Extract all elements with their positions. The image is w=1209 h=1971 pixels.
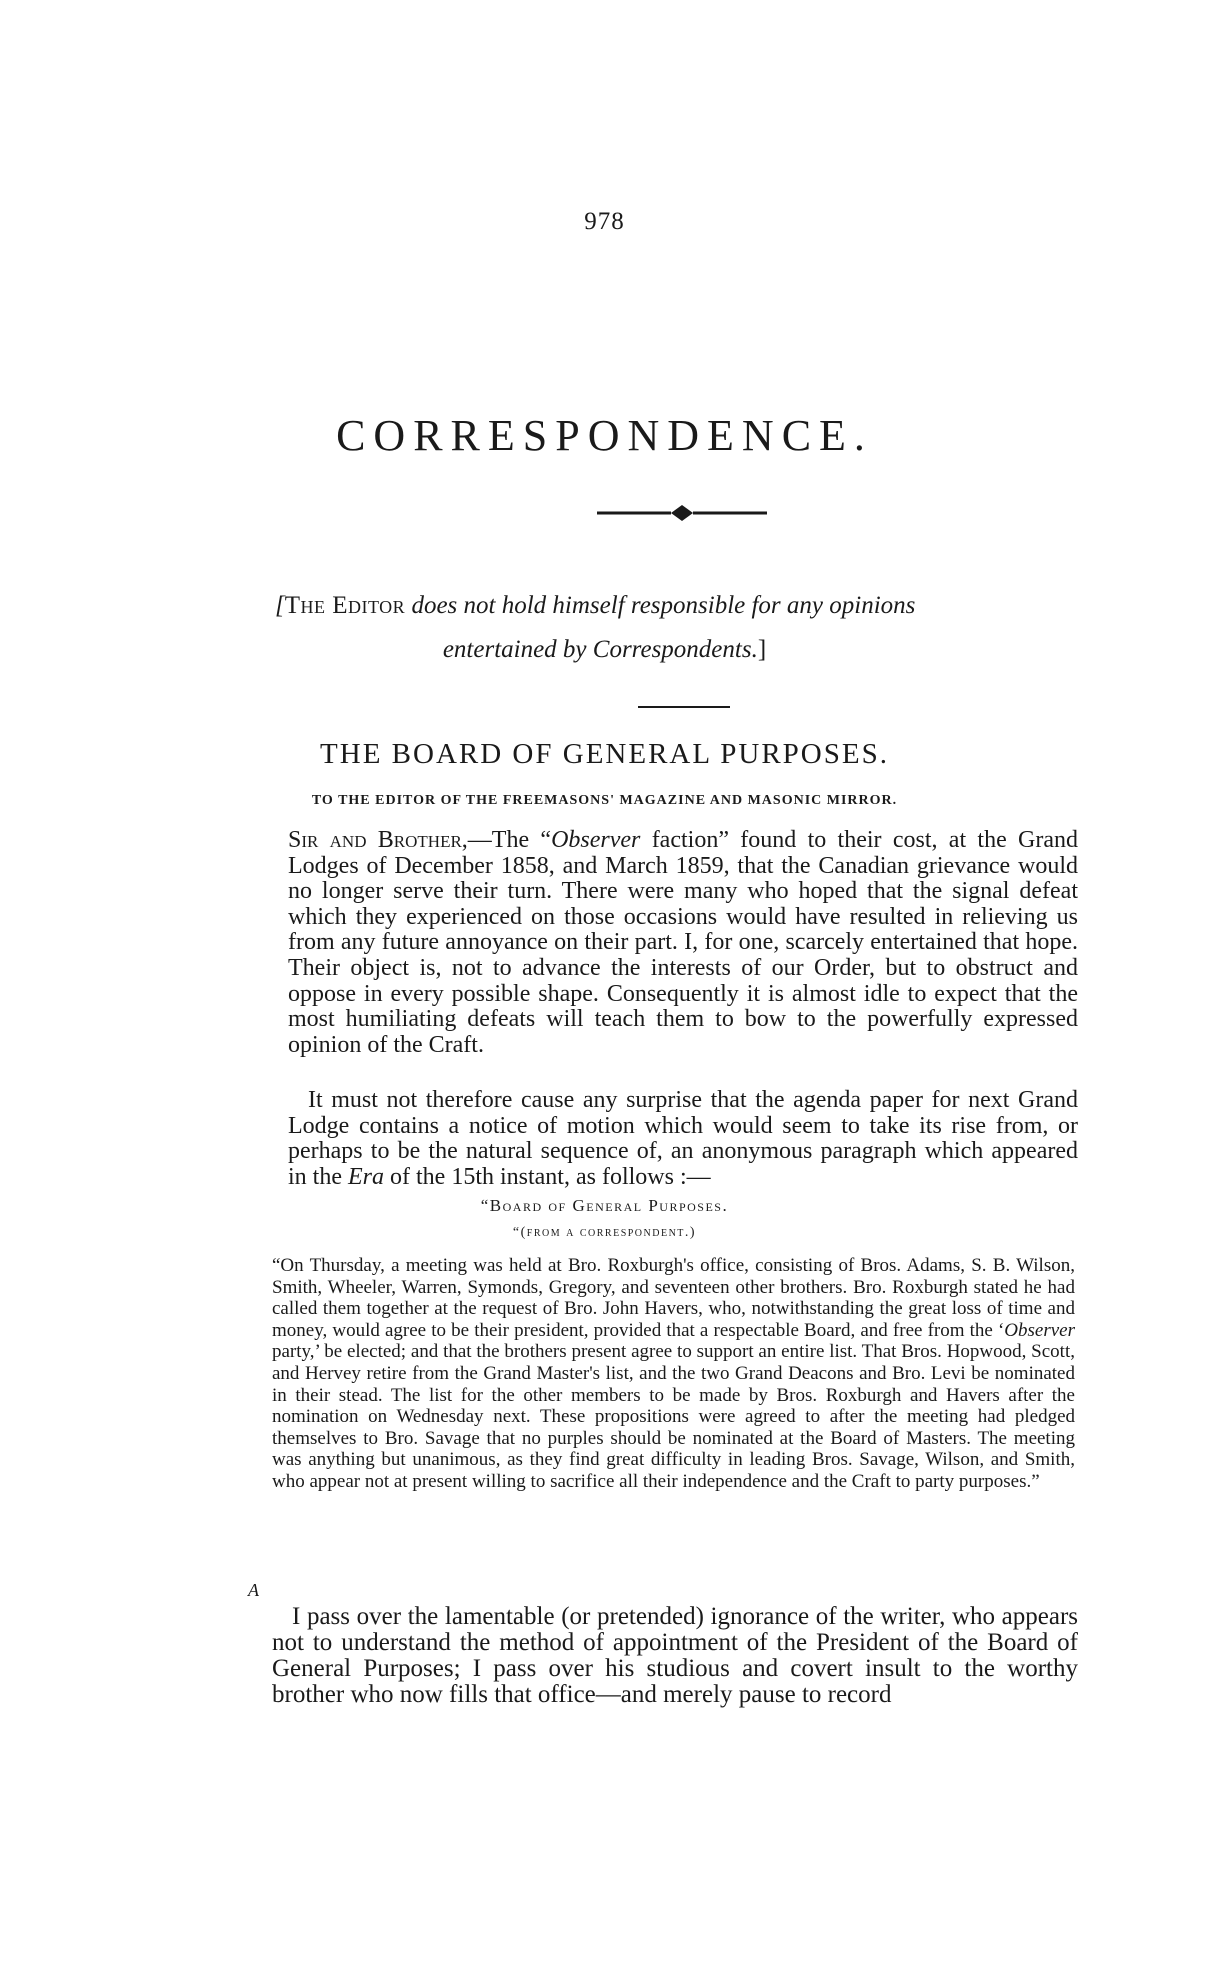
article-title: THE BOARD OF GENERAL PURPOSES. xyxy=(320,738,889,770)
salutation: Sir and Brother, xyxy=(288,827,468,853)
disclaimer-text-2: entertained by Correspondents. xyxy=(442,636,758,663)
paragraph-3 xyxy=(272,1604,1078,1708)
short-rule xyxy=(638,706,730,708)
paragraph-1-text-a: —The “ xyxy=(467,827,552,853)
paragraph-1 xyxy=(288,828,1078,1058)
quote-text-b: party,’ be elected; and that the brothers present agree to support an entire list. That Bros. Hopwood, Scott, and Hervey retire from the Grand Master's list, and the two Grand Deacons and Bro. Levi be nominated in their stead. The list for the other members to be made by Bros. Roxburgh and Havers after the nomination on Wednesday next. These propositions were agreed to after the meeting had pledged themselves to Bro. Savage that no purples should be nominated at the Board of Masters. The meeting was anything but unanimous, as they find great difficulty in leading Bros. Savage, Wilson, and Smith, who appear not at present willing to sacrifice all their independence and the Craft to party purposes.” xyxy=(272,1341,1075,1492)
paragraph-1-italic: Observer xyxy=(551,827,641,853)
page-number: 978 xyxy=(584,208,625,235)
quote-text-a: “On Thursday, a meeting was held at Bro. Roxburgh's office, consisting of Bros. Adams, S. B. Wilson, Smith, Wheeler, Warren, Symonds, Gregory, and seventeen other brothers. Bro. Roxburgh stated he had called them together at the request of Bro. John Havers, who, notwithstanding the great loss of time and money, would agree to be their president, provided that a respectable Board, and free from the ‘ xyxy=(272,1255,1075,1341)
bracket-close: ] xyxy=(757,636,767,663)
disclaimer-line-1 xyxy=(275,592,1075,620)
article-address: TO THE EDITOR OF THE FREEMASONS' MAGAZINE AND MASONIC MIRROR. xyxy=(311,793,898,808)
paragraph-2-text-b: of the 15th instant, as follows :— xyxy=(384,1163,711,1190)
section-title: CORRESPONDENCE. xyxy=(336,411,873,460)
paragraph-2-text-a: It must not therefore cause any surprise that the agenda paper for next Grand Lodge contains a notice of motion which would seem to take its rise from, or perhaps to be the natural sequence of, an anonymous paragraph which appeared in the xyxy=(288,1087,1078,1190)
quote-heading: “Board of General Purposes. xyxy=(480,1196,729,1215)
paragraph-1-text-b: faction” found to their cost, at the Grand Lodges of December 1858, and March 1859, that the Canadian grievance would no longer serve their turn. There were many who hoped that the signal defeat which they experienced on those occasions would have resulted in relieving us from any future annoyance on their part. I, for one, scarcely entertained that hope. Their object is, not to advance the interests of our Order, but to obstruct and oppose in every possible shape. Consequently it is almost idle to expect that the most humiliating defeats will teach them to bow to the powerfully expressed opinion of the Craft. xyxy=(288,827,1079,1058)
margin-mark: A xyxy=(248,1580,259,1600)
disclaimer-editor: The Editor xyxy=(284,592,406,619)
disclaimer-line-2 xyxy=(0,636,1209,664)
paragraph-2 xyxy=(288,1088,1078,1190)
ornament-divider xyxy=(597,503,767,523)
quote-italic: Observer xyxy=(1004,1319,1075,1341)
bracket-open: [ xyxy=(275,592,285,619)
quote-subheading: “(from a correspondent.) xyxy=(512,1225,697,1240)
paragraph-3-text: I pass over the lamentable (or pretended) ignorance of the writer, who appears not to understand the method of appointment of the President of the Board of General Purposes; I pass over his studious and covert insult to the worthy brother who now fills that office—and merely pause to record xyxy=(272,1603,1078,1708)
quoted-paragraph xyxy=(272,1255,1075,1493)
paragraph-2-italic: Era xyxy=(348,1163,384,1190)
disclaimer-text-1: does not hold himself responsible for any opinions xyxy=(411,592,916,619)
